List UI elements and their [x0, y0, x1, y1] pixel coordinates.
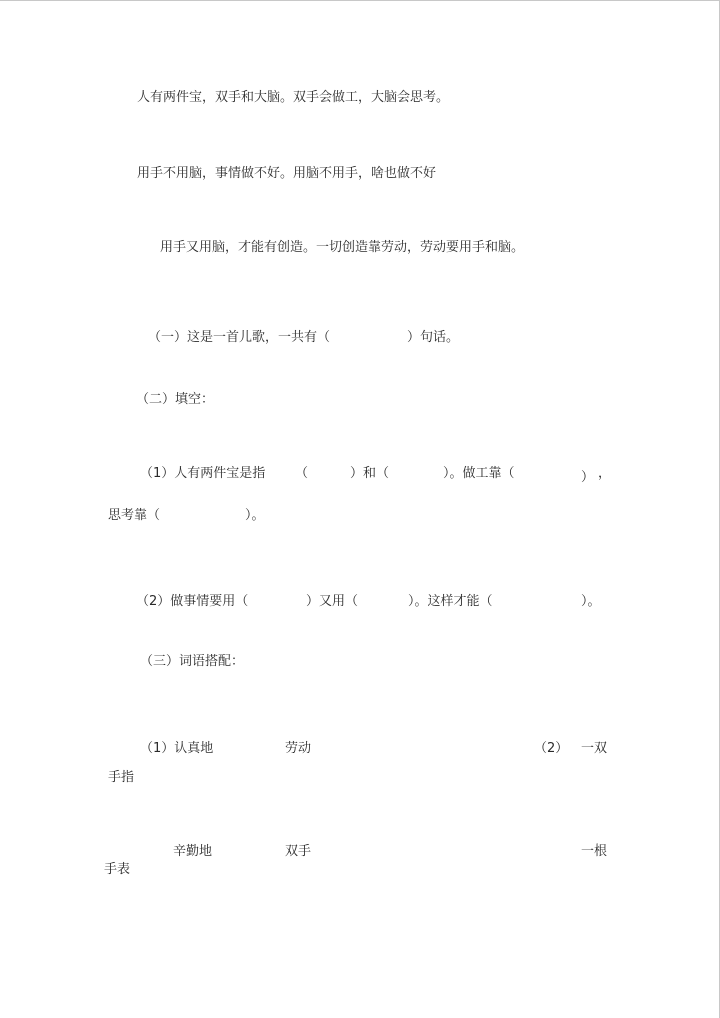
question-3-heading: （三）词语搭配：	[140, 654, 245, 669]
match-row-2-wrap: 手表	[104, 862, 131, 877]
fill-item-1-comma: ，	[598, 466, 612, 481]
fill-item-1-think: 思考靠（	[108, 508, 161, 523]
match-group-2-label: （2）	[534, 741, 569, 756]
question-1-close: ）句话。	[407, 330, 460, 345]
poem-line-1: 人有两件宝，双手和大脑。双手会做工，大脑会思考。	[137, 90, 450, 105]
fill-item-1-and: ）和（	[350, 466, 390, 481]
poem-line-2: 用手不用脑，事情做不好。用脑不用手，啥也做不好	[137, 166, 437, 181]
fill-item-1-work: ）。做工靠（	[443, 466, 515, 481]
fill-item-1-end: ）。	[245, 508, 265, 523]
match-row-2-left: 辛勤地	[173, 844, 213, 859]
poem-line-3: 用手又用脑，才能有创造。一切创造靠劳动，劳动要用手和脑。	[160, 240, 525, 255]
fill-item-1-paren-open: （	[295, 466, 309, 481]
match-row-1-wrap: 手指	[108, 770, 135, 785]
fill-item-1-paren-close: ）	[581, 470, 595, 485]
fill-item-2-prefix: （2）做事情要用（	[136, 594, 249, 609]
question-1-text: （一）这是一首儿歌，一共有（	[148, 330, 331, 345]
match-row-2-middle: 双手	[285, 844, 312, 859]
fill-item-2-so: ）。这样才能（	[408, 594, 493, 609]
fill-item-1-prefix: （1）人有两件宝是指	[140, 466, 266, 481]
match-row-1-right: 一双	[581, 741, 608, 756]
fill-item-2-and: ）又用（	[306, 594, 359, 609]
match-row-1-middle: 劳动	[285, 741, 312, 756]
question-2-heading: （二）填空：	[136, 392, 215, 407]
match-row-2-right: 一根	[581, 844, 608, 859]
fill-item-2-end: ）。	[581, 594, 601, 609]
match-row-1-left: （1）认真地	[140, 741, 214, 756]
